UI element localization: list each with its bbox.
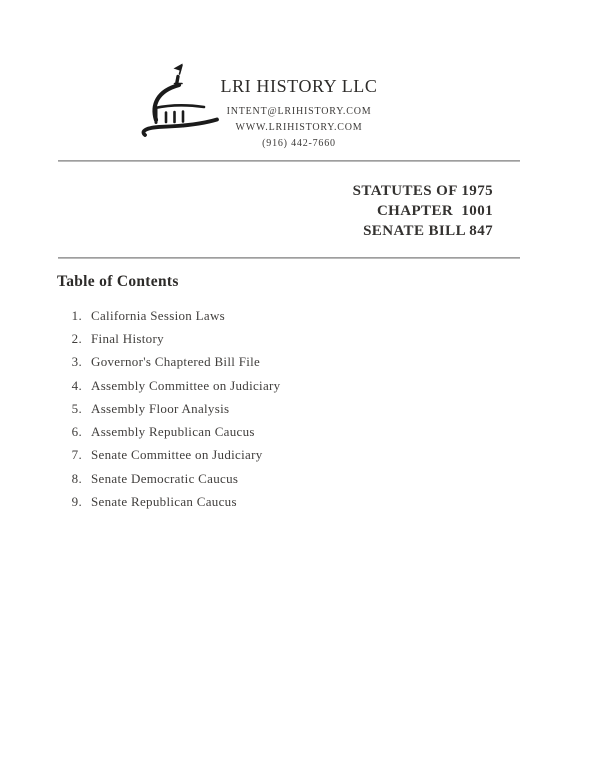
toc-item-label: Final History (91, 330, 164, 346)
toc-item-number: 6. (71, 424, 82, 440)
company-name: LRI HISTORY LLC (220, 76, 378, 96)
contact-email: INTENT@LRIHISTORY.COM (226, 106, 372, 117)
toc-item-label: California Session Laws (91, 307, 225, 323)
toc-item (57, 467, 477, 490)
toc-item-number: 8. (71, 470, 82, 486)
contact-website: WWW.LRIHISTORY.COM (235, 122, 363, 133)
toc-item (57, 397, 477, 420)
senate-bill-line: SENATE BILL 847 (363, 223, 493, 239)
toc-item-number: 5. (71, 400, 82, 416)
toc-item-label: Senate Democratic Caucus (91, 470, 239, 486)
toc-item-number: 2. (71, 330, 82, 346)
statutes-line: STATUTES OF 1975 (352, 183, 493, 199)
toc-item-number: 3. (71, 354, 82, 370)
toc-item (57, 327, 477, 350)
toc-item-label: Assembly Floor Analysis (91, 400, 230, 416)
bill-reference-block (353, 181, 493, 241)
toc-item (57, 374, 477, 397)
toc-item (57, 444, 477, 467)
toc-item-label: Senate Committee on Judiciary (91, 447, 263, 463)
letterhead (0, 58, 600, 153)
toc-item-number: 7. (71, 447, 82, 463)
toc-item-label: Governor's Chaptered Bill File (91, 354, 261, 370)
chapter-line: CHAPTER 1001 (376, 203, 493, 219)
contact-phone: (916) 442-7660 (262, 138, 336, 149)
divider-top (58, 160, 520, 162)
toc-item-number: 4. (71, 377, 82, 393)
toc-heading: Table of Contents (57, 273, 179, 290)
toc-item (57, 420, 477, 443)
toc-item-label: Senate Republican Caucus (91, 494, 237, 510)
toc-item-number: 9. (71, 494, 82, 510)
toc-item (57, 304, 477, 327)
toc-item-label: Assembly Committee on Judiciary (91, 377, 281, 393)
toc-item (57, 351, 477, 374)
toc-item (57, 490, 477, 513)
toc-item-label: Assembly Republican Caucus (91, 424, 255, 440)
toc-list (57, 304, 477, 514)
divider-middle (58, 257, 520, 259)
letterhead-text-block (199, 76, 399, 152)
toc-item-number: 1. (71, 307, 82, 323)
